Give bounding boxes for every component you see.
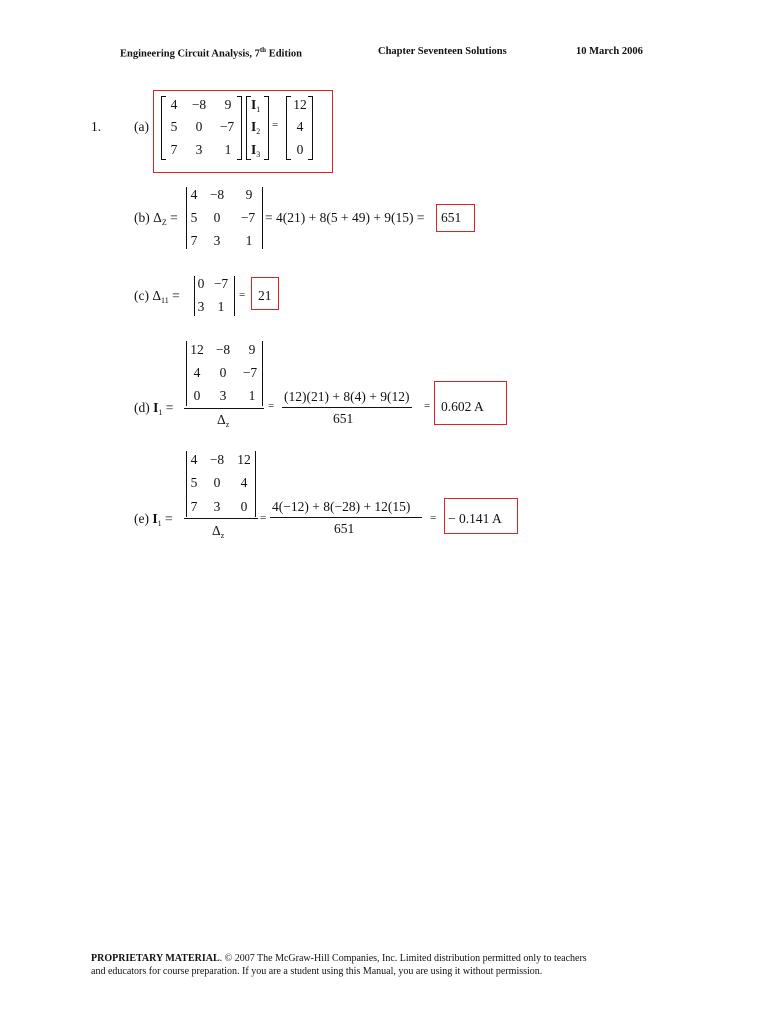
det-cell: −8	[215, 342, 231, 357]
det-cell: 3	[197, 299, 205, 314]
header-book-title	[120, 46, 302, 60]
matrix-a-cell: 9	[224, 97, 232, 112]
det-cell: −8	[209, 452, 225, 467]
part-a-equals: =	[272, 119, 279, 131]
det-cell: 3	[213, 499, 221, 514]
det-cell: 12	[237, 452, 251, 467]
det-cell: 4	[240, 475, 248, 490]
part-e-result: − 0.141 A	[448, 511, 502, 526]
part-e-fraction-line-2	[270, 517, 422, 518]
part-d-denominator-symbol: $\Delta_z$	[217, 412, 230, 429]
det-cell: 0	[219, 365, 227, 380]
det-cell: 7	[190, 499, 198, 514]
det-cell: 9	[245, 187, 253, 202]
part-d-denominator: 651	[333, 411, 354, 426]
part-a-label: (a)	[134, 119, 149, 134]
part-b-label: (b) $\Delta_Z$ =	[134, 210, 178, 227]
det-cell: 0	[240, 499, 248, 514]
header-date: 10 March 2006	[576, 46, 643, 57]
det-cell: 1	[248, 388, 256, 403]
matrix-a-cell: 3	[195, 142, 203, 157]
det-cell: 9	[248, 342, 256, 357]
part-d-label: (d) $I_1$ =	[134, 400, 174, 417]
det-cell: 4	[193, 365, 201, 380]
det-cell: 0	[193, 388, 201, 403]
part-e-denominator: 651	[334, 521, 355, 536]
det-cell: 0	[197, 276, 205, 291]
det-cell: −7	[240, 210, 256, 225]
unknown-current: $I_1$	[251, 97, 261, 114]
det-cell: 12	[190, 342, 204, 357]
part-e-fraction-line-1	[184, 518, 258, 519]
part-d-equals-1: =	[268, 400, 275, 412]
part-e-denominator-symbol: $\Delta_z$	[212, 523, 225, 540]
part-c-result: 21	[258, 288, 272, 303]
footer-proprietary-label: PROPRIETARY MATERIAL	[91, 953, 220, 964]
det-cell: 7	[190, 233, 198, 248]
det-cell: −7	[213, 276, 229, 291]
matrix-a-cell: 7	[170, 142, 178, 157]
matrix-a-cell: 5	[170, 119, 178, 134]
unknown-current: $I_2$	[251, 119, 261, 136]
part-e-equals-2: =	[430, 512, 437, 524]
part-e-numerator: 4(−12) + 8(−28) + 12(15)	[272, 499, 411, 514]
det-cell: 3	[219, 388, 227, 403]
part-b-expansion: = 4(21) + 8(5 + 49) + 9(15) =	[265, 210, 425, 225]
problem-number: 1.	[91, 119, 102, 134]
det-cell: 5	[190, 210, 198, 225]
part-d-fraction-line-2	[282, 407, 412, 408]
matrix-a-cell: −7	[219, 119, 235, 134]
det-cell: 4	[190, 187, 198, 202]
book-title-text: Engineering Circuit Analysis, 7	[120, 48, 260, 60]
footer-line-2: and educators for course preparation. If you are a student using this Manual, you are using it without permission.	[91, 966, 543, 977]
footer-line-1	[91, 952, 587, 965]
part-e-label: (e) $I_1$ =	[134, 511, 173, 528]
part-c-equals: =	[239, 289, 246, 301]
det-cell: −8	[209, 187, 225, 202]
unknown-current: $I_3$	[251, 142, 261, 159]
det-cell: 3	[213, 233, 221, 248]
matrix-a-cell: 1	[224, 142, 232, 157]
part-e-equals-1: =	[260, 512, 267, 524]
part-c-label: (c) $\Delta_{11}$ =	[134, 288, 180, 305]
matrix-a-cell: 4	[170, 97, 178, 112]
part-d-numerator: (12)(21) + 8(4) + 9(12)	[284, 389, 410, 404]
matrix-a-cell: 0	[195, 119, 203, 134]
edition-tail-text: Edition	[266, 48, 302, 60]
part-d-result: 0.602 A	[441, 399, 484, 414]
det-cell: −7	[242, 365, 258, 380]
det-cell: 1	[245, 233, 253, 248]
det-cell: 4	[190, 452, 198, 467]
part-d-fraction-line-1	[184, 408, 264, 409]
rhs-cell: 4	[296, 119, 304, 134]
edition-superscript: th	[259, 46, 267, 54]
det-cell: 5	[190, 475, 198, 490]
det-cell: 0	[213, 475, 221, 490]
rhs-cell: 0	[296, 142, 304, 157]
header-chapter: Chapter Seventeen Solutions	[378, 46, 507, 57]
rhs-cell: 12	[293, 97, 307, 112]
matrix-a-cell: −8	[191, 97, 207, 112]
part-b-result: 651	[441, 210, 462, 225]
det-cell: 0	[213, 210, 221, 225]
part-d-equals-2: =	[424, 400, 431, 412]
det-cell: 1	[217, 299, 225, 314]
footer-line-1-text: . © 2007 The McGraw-Hill Companies, Inc. Limited distribution permitted only to teachers	[219, 953, 587, 964]
